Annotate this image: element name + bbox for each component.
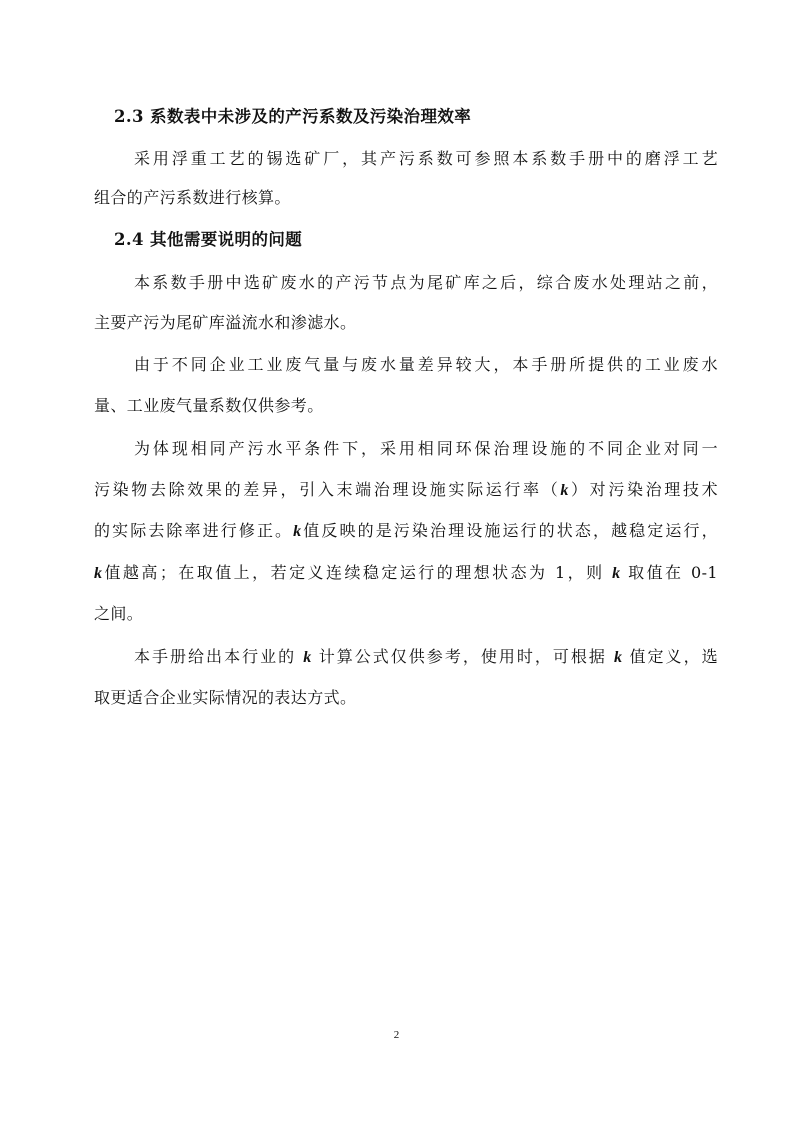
paragraph-4-line-5: 之间。: [94, 604, 144, 623]
k-symbol: k: [94, 565, 103, 582]
paragraph-2-line-2: 主要产污为尾矿库溢流水和渗滤水。: [94, 313, 357, 332]
text-segment: 值越高；在取值上，若定义连续稳定运行的理想状态为 1，则: [102, 563, 613, 582]
section-heading-2-4: 2.4 其他需要说明的问题: [114, 230, 303, 249]
paragraph-5-line-2: 取更适合企业实际情况的表达方式。: [94, 688, 357, 707]
paragraph-4-line-1: 为体现相同产污水平条件下，采用相同环保治理设施的不同企业对同一: [134, 439, 718, 458]
page-number: 2: [393, 1029, 400, 1041]
text-segment: 污染物去除效果的差异，引入末端治理设施实际运行率（: [94, 480, 561, 499]
text-segment: ）对污染治理技术: [568, 480, 718, 499]
paragraph-3-line-2: 量、工业废气量系数仅供参考。: [94, 396, 324, 415]
k-symbol: k: [614, 649, 623, 666]
text-segment: 值反映的是污染治理设施运行的状态，越稳定运行，: [301, 521, 719, 540]
text-segment: 本手册给出本行业的: [134, 647, 304, 666]
paragraph-1-line-1: 采用浮重工艺的锡选矿厂，其产污系数可参照本系数手册中的磨浮工艺: [134, 149, 718, 168]
text-segment: 的实际去除率进行修正。: [94, 521, 294, 540]
text-segment: 值定义，选: [622, 647, 718, 666]
paragraph-5-line-1: [134, 647, 718, 668]
paragraph-1-line-2: 组合的产污系数进行核算。: [94, 188, 291, 207]
text-segment: 取值在 0-1: [620, 563, 718, 582]
text-segment: 计算公式仅供参考，使用时，可根据: [311, 647, 615, 666]
paragraph-4-line-3: [94, 521, 718, 542]
paragraph-4-line-4: [94, 563, 718, 584]
k-symbol: k: [303, 649, 312, 666]
k-symbol: k: [612, 565, 621, 582]
paragraph-3-line-1: 由于不同企业工业废气量与废水量差异较大，本手册所提供的工业废水: [134, 355, 718, 374]
k-symbol: k: [293, 523, 302, 540]
k-symbol: k: [560, 482, 569, 499]
paragraph-4-line-2: [94, 480, 718, 501]
paragraph-2-line-1: 本系数手册中选矿废水的产污节点为尾矿库之后，综合废水处理站之前，: [134, 273, 718, 292]
section-heading-2-3: 2.3 系数表中未涉及的产污系数及污染治理效率: [114, 107, 472, 126]
